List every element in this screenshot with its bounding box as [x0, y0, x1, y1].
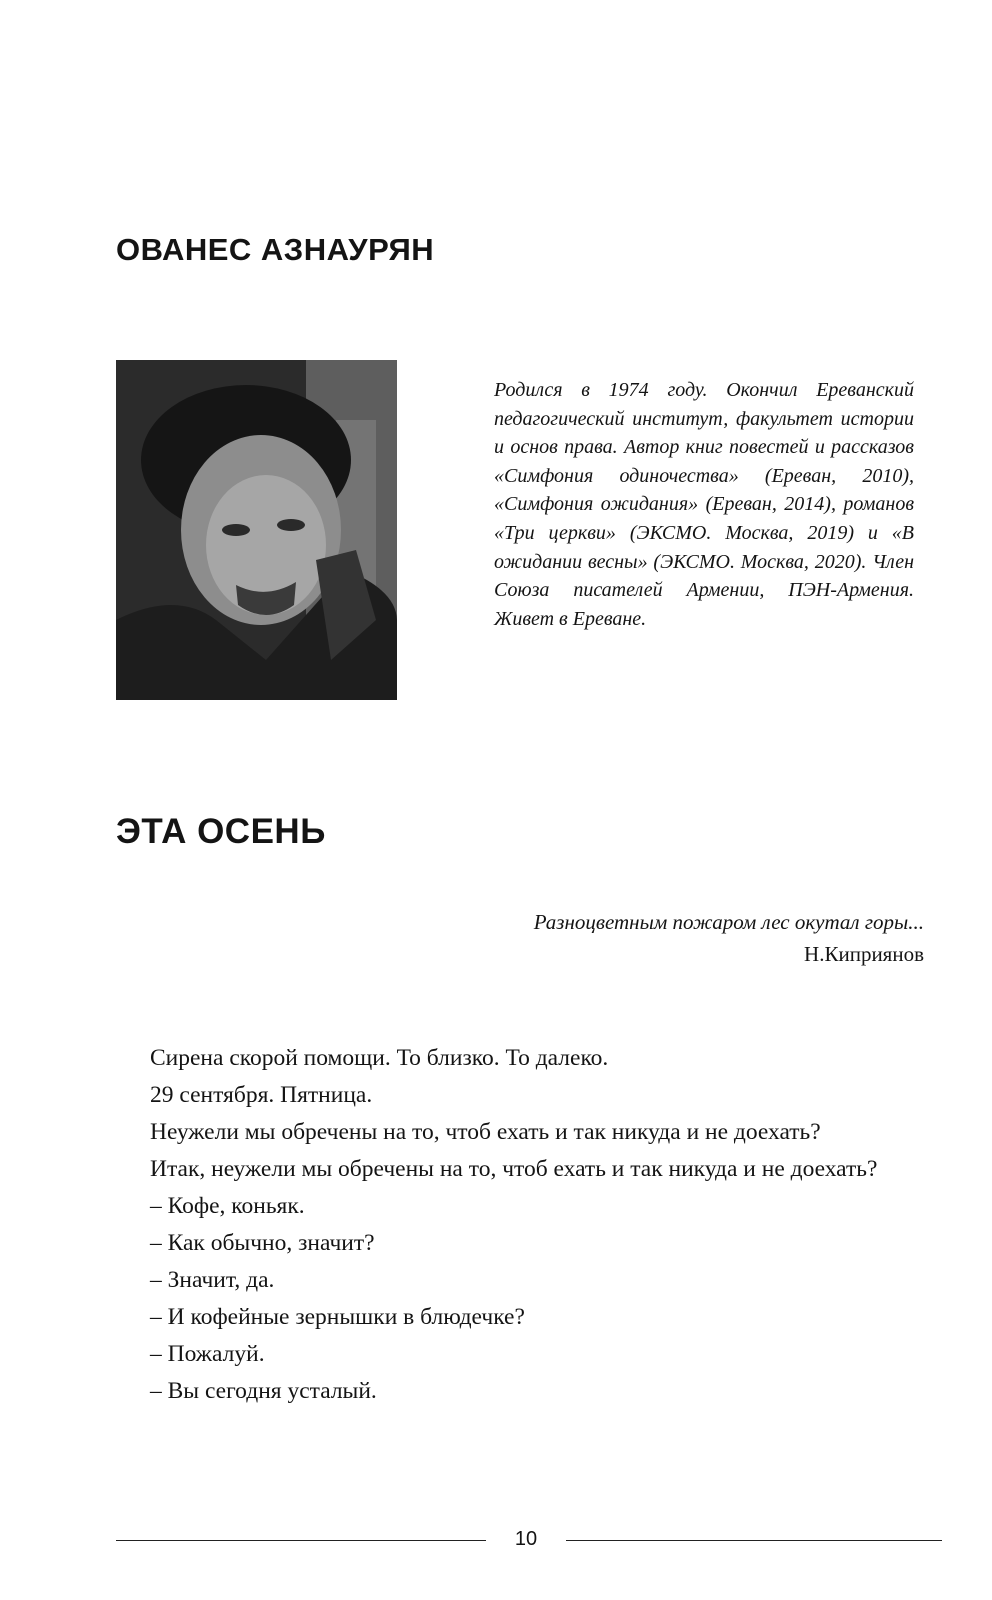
story-paragraph: – И кофейные зернышки в блюдечке? [150, 1304, 525, 1330]
story-title: ЭТА ОСЕНЬ [116, 812, 326, 851]
story-paragraph: Сирена скорой помощи. То близко. То далеко. [150, 1045, 609, 1071]
epigraph-author: Н.Киприянов [804, 942, 924, 966]
author-portrait-icon [116, 360, 397, 700]
story-paragraph: Итак, неужели мы обречены на то, чтоб ехать и так никуда и не доехать? [150, 1156, 878, 1182]
story-paragraph: – Кофе, коньяк. [150, 1193, 305, 1219]
page-footer [116, 1528, 942, 1552]
story-paragraph: – Вы сегодня усталый. [150, 1378, 377, 1404]
story-paragraph: 29 сентября. Пятница. [150, 1082, 373, 1108]
page-number: 10 [514, 1528, 538, 1550]
story-paragraph: – Как обычно, значит? [150, 1230, 375, 1256]
story-body [116, 1040, 924, 1410]
story-paragraph: – Пожалуй. [150, 1341, 265, 1367]
story-paragraph: Неужели мы обречены на то, чтоб ехать и так никуда и не доехать? [150, 1119, 821, 1145]
epigraph [534, 906, 924, 970]
author-bio: Родился в 1974 году. Окончил Ереванский педагогический институт, факультет истории и основ права. Автор книг повестей и рассказов «Симфония одиночества» (Ереван, 2010), «Симфония ожидания» (Ереван, 2014), романов «Три церкви» (ЭКСМО. Москва, 2019) и «В ожидании весны» (ЭКСМО. Москва, 2020). Член Союза писателей Армении, ПЭН-Армения. Живет в Ереване. [494, 379, 914, 630]
epigraph-quote: Разноцветным пожаром лес окутал горы... [533, 910, 924, 934]
author-photo [116, 360, 397, 700]
footer-rule-right [566, 1540, 942, 1541]
author-name: ОВАНЕС АЗНАУРЯН [116, 232, 435, 267]
footer-rule-left [116, 1540, 486, 1541]
story-paragraph: – Значит, да. [150, 1267, 275, 1293]
